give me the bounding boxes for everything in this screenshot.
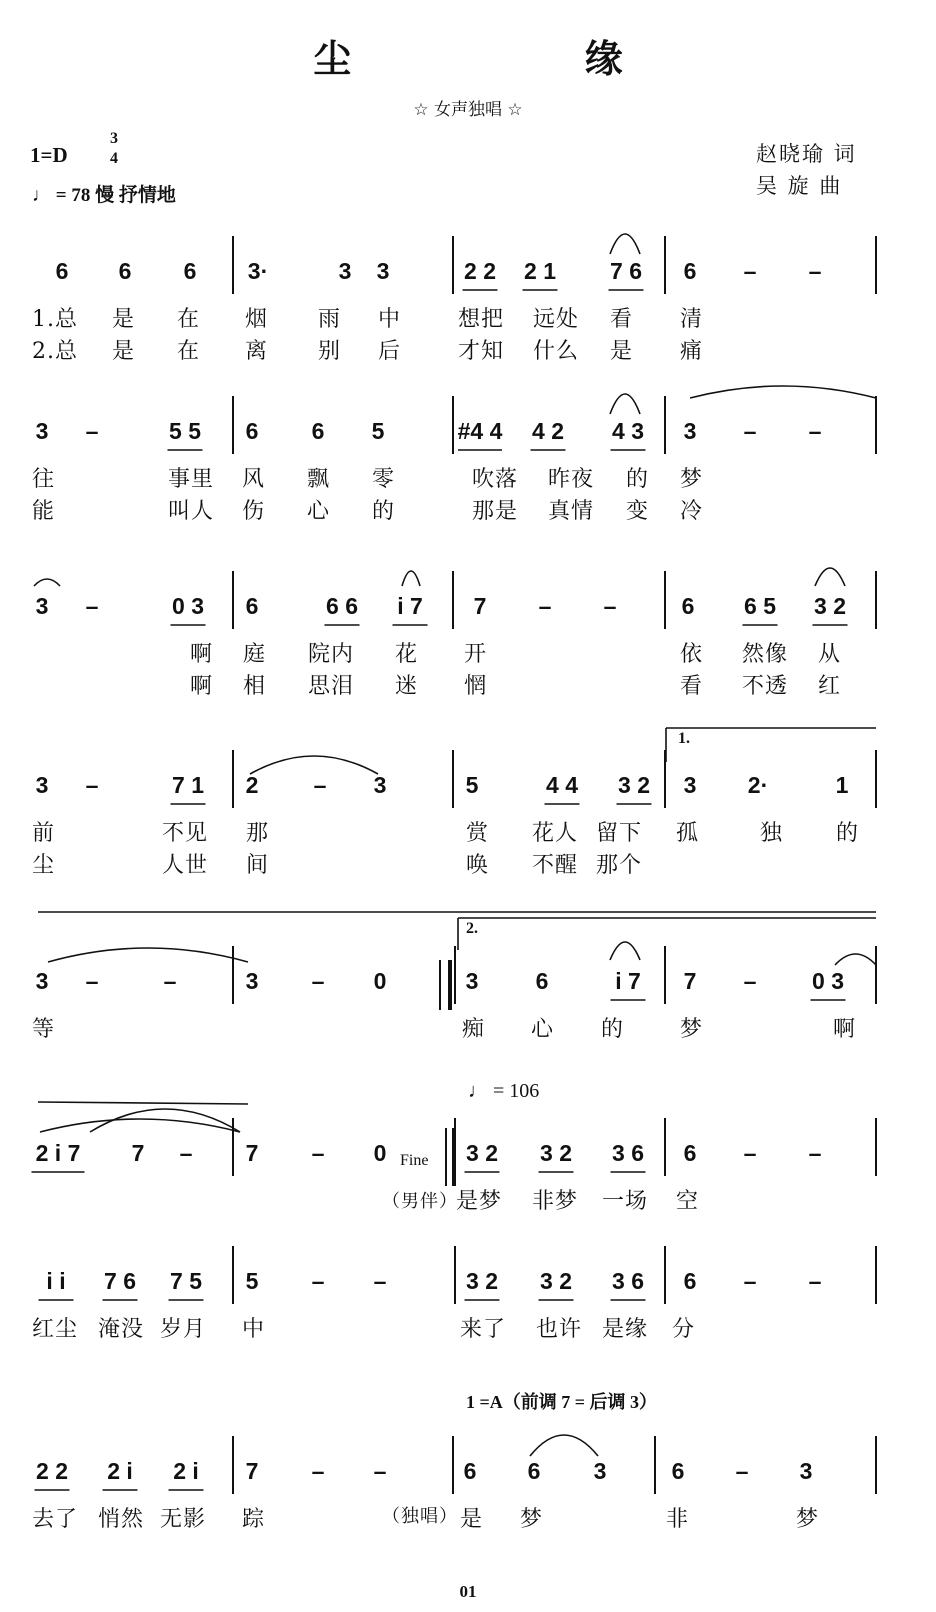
lyric-verse-2: 离 [245,339,269,364]
lyric-verse-1: 分 [672,1317,696,1342]
lyric-verse-1: 中 [242,1317,266,1342]
lyric-verse-2: 叫人 [168,499,215,524]
page-number: 01 [459,1582,477,1601]
note: 0 [373,968,387,994]
lyric-verse-1: 梦 [520,1507,544,1532]
note: 6 [683,258,697,284]
key-change: 1 =A（前调 7 = 后调 3） [466,1392,658,1412]
note: 3 2 [540,1140,572,1166]
note: 2 2 [464,258,496,284]
tie [690,386,876,398]
note: 6 [671,1458,685,1484]
note: i 7 [397,593,423,619]
lyric-verse-1: 踪 [242,1507,266,1532]
lyric-verse-2: 在 [177,339,201,364]
lyric-verse-2: 思泪 [308,674,355,699]
fine-marking: Fine [400,1152,429,1169]
tempo-change: ♩ = 106 [468,1080,540,1102]
slur [610,234,640,254]
note: 3 2 [466,1268,498,1294]
lyric-verse-1: 梦 [680,467,704,492]
tempo-marking: ♩ = 78 慢 抒情地 [32,185,176,206]
note: 7 5 [170,1268,202,1294]
note: 3· [247,258,269,284]
note: 7 [131,1140,145,1166]
note: 3 [245,968,259,994]
slur [610,942,640,960]
note: – [311,1268,325,1294]
note: 5 [245,1268,259,1294]
lyric-verse-1: 的 [626,467,650,492]
note: 5 5 [169,418,201,444]
lyric-verse-1: 赏 [466,821,490,846]
lyric-verse-2: 那个 [596,853,643,878]
note: – [373,1458,387,1484]
note: – [85,418,99,444]
tie [40,1119,240,1132]
lyric-verse-1: 依 [680,642,704,667]
note: – [743,258,757,284]
lyric-verse-1: 庭 [243,642,267,667]
note: 3 [376,258,390,284]
lyric-verse-2: 冷 [680,499,704,524]
lyric-verse-1: 也许 [536,1317,583,1342]
note: – [85,968,99,994]
note: – [808,1268,822,1294]
lyric-verse-2: 相 [243,674,267,699]
lyric-verse-2: 尘 [32,853,56,878]
note: #4 4 [457,418,503,444]
note: 6 [683,1140,697,1166]
lyric-verse-1: 往 [32,467,56,492]
note: 2 [245,772,259,798]
note: 7 6 [104,1268,136,1294]
lyric-verse-1: 梦 [796,1507,820,1532]
song-subtitle: ☆ 女声独唱 ☆ [413,100,523,120]
note: 0 3 [172,593,204,619]
note: – [735,1458,749,1484]
note: 2 i 7 [35,1140,81,1166]
lyric-verse-2: 啊 [190,674,214,699]
note: – [311,968,325,994]
lyric-verse-1: 心 [531,1017,555,1042]
note: 3 2 [814,593,846,619]
composer-credit: 吴 旋 曲 [756,174,843,198]
lyric-verse-2: 痛 [680,339,704,364]
note: – [743,418,757,444]
tie [835,954,876,965]
note: 2 i [173,1458,199,1484]
note: 3 2 [466,1140,498,1166]
note: 3 [373,772,387,798]
note: 6 6 [326,593,358,619]
slur [530,1435,598,1456]
lyric-verse-1: 然像 [742,642,789,667]
lyric-verse-2: 惘 [464,674,488,699]
note: 2 1 [524,258,556,284]
note: 2 i [107,1458,133,1484]
note: 6 [118,258,132,284]
lyric-verse-1: 岁月 [160,1317,207,1342]
key-signature: 1=D [30,143,68,167]
time-signature-bottom: 4 [110,150,118,167]
lyric-verse-1: 啊 [190,642,214,667]
lyric-verse-2: 间 [246,853,270,878]
note: 3 [465,968,479,994]
lyric-verse-2: 伤 [242,499,266,524]
note: i 7 [615,968,641,994]
song-title: 尘 缘 [313,36,733,81]
lyric-verse-1: 在 [177,307,201,332]
note: 0 [373,1140,387,1166]
male-partner-label: （男伴） [382,1191,458,1212]
second-ending-label: 2. [466,920,478,937]
note: 3 [593,1458,607,1484]
lyric-verse-2: 人世 [162,853,209,878]
note: – [85,593,99,619]
lyricist-credit: 赵晓瑜 词 [756,142,857,166]
note: – [313,772,327,798]
note: 7 [683,968,697,994]
lyric-verse-1: 孤 [676,821,700,846]
lyric-verse-1: 从 [818,642,842,667]
lyric-verse-1: 昨夜 [548,467,595,492]
note: – [311,1458,325,1484]
note: 3 [35,772,49,798]
note: 7 [245,1458,259,1484]
lyric-verse-1: 非梦 [532,1189,579,1214]
note: 3 [683,418,697,444]
note: 7 1 [172,772,204,798]
lyric-verse-2: 什么 [533,339,580,364]
lyric-verse-2: 红 [818,674,842,699]
note: 3 2 [540,1268,572,1294]
tie [48,948,248,962]
note: – [808,418,822,444]
note: – [743,1140,757,1166]
slur [815,568,845,586]
lyric-verse-1: 悄然 [98,1507,145,1532]
lyric-verse-1: 花 [395,642,419,667]
note: 3 [35,593,49,619]
lyric-verse-1: 1.总 [32,307,78,332]
first-ending-label: 1. [678,730,690,747]
tie [34,579,60,586]
lyric-verse-1: 的 [601,1017,625,1042]
note: 6 5 [744,593,776,619]
note: 1 [835,772,849,798]
lyric-verse-1: 非 [666,1507,690,1532]
lyric-verse-1: 开 [464,642,488,667]
note: 3 2 [618,772,650,798]
lyric-verse-1: 去了 [32,1507,79,1532]
lyric-verse-1: 红尘 [32,1317,79,1342]
lyric-verse-1: 雨 [318,307,342,332]
lyric-verse-1: 吹落 [472,467,519,492]
solo-label: （独唱） [382,1506,458,1527]
lyric-verse-1: 啊 [833,1017,857,1042]
note: – [603,593,617,619]
lyric-verse-1: 烟 [245,307,269,332]
note: 7 [473,593,487,619]
lyric-verse-1: 是梦 [456,1189,503,1214]
note: – [179,1140,193,1166]
slur [610,394,640,414]
lyric-verse-1: 梦 [680,1017,704,1042]
lyric-verse-1: 中 [378,307,402,332]
lyric-verse-2: 变 [626,499,650,524]
lyric-verse-1: 风 [242,467,266,492]
note: 6 [183,258,197,284]
lyric-verse-1: 淹没 [98,1317,145,1342]
note: 6 [245,593,259,619]
lyric-verse-1: 来了 [460,1317,507,1342]
lyric-verse-2: 是 [610,339,634,364]
note: 6 [683,1268,697,1294]
note: 6 [55,258,69,284]
lyric-verse-1: 是 [112,307,136,332]
lyric-verse-2: 是 [112,339,136,364]
lyric-verse-2: 不醒 [532,853,579,878]
note: 3 [799,1458,813,1484]
note: – [538,593,552,619]
time-signature-top: 3 [110,130,118,147]
note: 3 6 [612,1268,644,1294]
note: 2· [747,772,769,798]
lyric-verse-2: 真情 [548,499,595,524]
note: 7 6 [610,258,642,284]
lyric-verse-1: 不见 [162,821,209,846]
lyric-verse-2: 心 [307,499,331,524]
note: – [85,772,99,798]
note: 6 [535,968,549,994]
lyric-verse-1: 那 [246,821,270,846]
lyric-verse-1: 的 [836,821,860,846]
note: 6 [311,418,325,444]
note: 3 [338,258,352,284]
note: – [743,968,757,994]
note: – [163,968,177,994]
lyric-verse-1: 是缘 [602,1317,649,1342]
lyric-verse-1: 留下 [596,821,643,846]
slur [402,571,420,586]
lyric-verse-1: 远处 [533,307,580,332]
note: 3 [35,968,49,994]
lyric-verse-2: 那是 [472,499,519,524]
lyric-verse-1: 看 [610,307,634,332]
note: 0 3 [812,968,844,994]
lyric-verse-1: 清 [680,307,704,332]
note: 6 [245,418,259,444]
note: 3 [35,418,49,444]
note: – [808,258,822,284]
lyric-verse-2: 后 [378,339,402,364]
lyric-verse-2: 看 [680,674,704,699]
lyric-verse-1: 花人 [532,821,579,846]
lyric-verse-2: 唤 [466,853,490,878]
lyric-verse-1: 飘 [307,467,331,492]
lyric-verse-1: 零 [372,467,396,492]
lyric-verse-2: 能 [32,499,56,524]
note: – [808,1140,822,1166]
note: – [311,1140,325,1166]
note: – [743,1268,757,1294]
lyric-verse-2: 2.总 [32,339,78,364]
lyric-verse-1: 想把 [458,307,505,332]
note: 6 [463,1458,477,1484]
note: i i [46,1268,66,1294]
note: 7 [245,1140,259,1166]
lyric-verse-1: 空 [676,1189,700,1214]
note: 3 6 [612,1140,644,1166]
lyric-verse-1: 等 [32,1017,56,1042]
lyric-verse-1: 无影 [160,1507,207,1532]
lyric-verse-1: 痴 [462,1017,486,1042]
lyric-verse-1: 前 [32,821,56,846]
note: 4 2 [532,418,564,444]
lyric-verse-2: 别 [318,339,342,364]
lyric-verse-2: 不透 [742,674,789,699]
note: 3 [683,772,697,798]
lyric-verse-2: 迷 [395,674,419,699]
lyric-verse-1: 一场 [602,1189,649,1214]
note: 5 [465,772,479,798]
note: 6 [681,593,695,619]
note: 6 [527,1458,541,1484]
note: 5 [371,418,385,444]
lyric-verse-2: 的 [372,499,396,524]
lyric-verse-2: 才知 [458,339,505,364]
note: 4 4 [546,772,578,798]
lyric-verse-1: 事里 [168,467,215,492]
lyric-verse-1: 独 [760,821,784,846]
lyric-verse-1: 是 [460,1507,484,1532]
lyric-verse-1: 院内 [308,642,355,667]
tie-line [38,1102,248,1104]
note: 2 2 [36,1458,68,1484]
note: 4 3 [612,418,644,444]
note: – [373,1268,387,1294]
